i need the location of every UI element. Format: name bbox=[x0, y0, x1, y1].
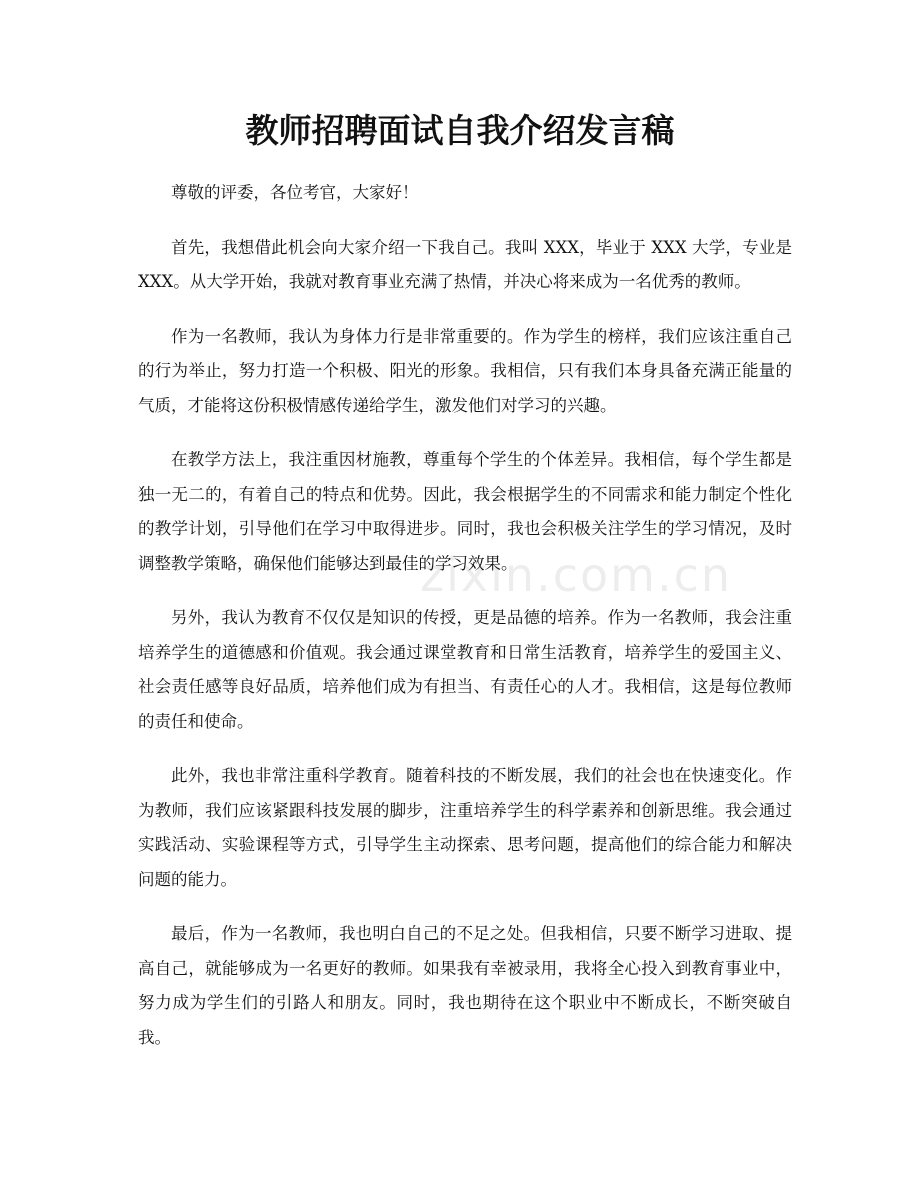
paragraph-greeting: 尊敬的评委，各位考官，大家好！ bbox=[171, 183, 419, 202]
paragraph-science-education: 此外，我也非常注重科学教育。随着科技的不断发展，我们的社会也在快速变化。作为教师，我们应该紧跟科技发展的脚步，注重培养学生的科学素养和创新思维。我会通过实践活动、实验课程等方式，引导学生主动探索、思考问题，提高他们的综合能力和解决问题的能力。 bbox=[138, 766, 792, 889]
paragraph-introduction: 首先，我想借此机会向大家介绍一下我自己。我叫 XXX，毕业于 XXX 大学，专业是 XXX。从大学开始，我就对教育事业充满了热情，并决心将来成为一名优秀的教师。 bbox=[138, 237, 792, 291]
paragraph-role-model: 作为一名教师，我认为身体力行是非常重要的。作为学生的榜样，我们应该注重自己的行为举止，努力打造一个积极、阳光的形象。我相信，只有我们本身具备充满正能量的气质，才能将这份积极情感传递给学生，激发他们对学习的兴趣。 bbox=[138, 326, 792, 415]
paragraph-teaching-method: 在教学方法上，我注重因材施教，尊重每个学生的个体差异。我相信，每个学生都是独一无二的，有着自己的特点和优势。因此，我会根据学生的不同需求和能力制定个性化的教学计划，引导他们在学习中取得进步。同时，我也会积极关注学生的学习情况，及时调整教学策略，确保他们能够达到最佳的学习效果。 bbox=[138, 450, 792, 573]
paragraph-conclusion: 最后，作为一名教师，我也明白自己的不足之处。但我相信，只要不断学习进取、提高自己，就能够成为一名更好的教师。如果我有幸被录用，我将全心投入到教育事业中，努力成为学生们的引路人和朋友。同时，我也期待在这个职业中不断成长，不断突破自我。 bbox=[138, 924, 792, 1047]
document-title: 教师招聘面试自我介绍发言稿 bbox=[245, 111, 675, 150]
document-body bbox=[138, 176, 792, 1075]
paragraph-moral-education: 另外，我认为教育不仅仅是知识的传授，更是品德的培养。作为一名教师，我会注重培养学生的道德感和价值观。我会通过课堂教育和日常生活教育，培养学生的爱国主义、社会责任感等良好品质，培养他们成为有担当、有责任心的人才。我相信，这是每位教师的责任和使命。 bbox=[138, 608, 792, 731]
watermark: zixin.com.cn bbox=[420, 548, 733, 602]
